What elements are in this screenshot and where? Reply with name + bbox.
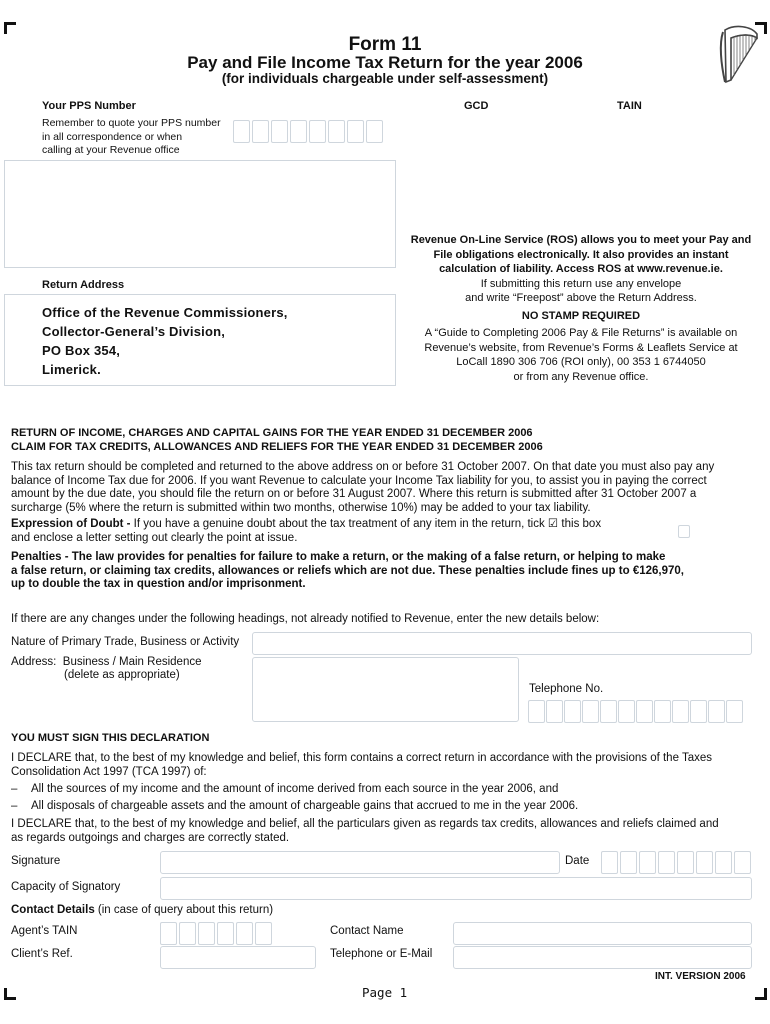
date-cell[interactable] <box>658 851 675 874</box>
agent-tain-cell[interactable] <box>198 922 215 945</box>
bullet-mark: – <box>11 799 18 812</box>
telephone-cell[interactable] <box>564 700 581 723</box>
corner-mark-top-left <box>4 22 16 34</box>
envelope-line: and write “Freepost” above the Return Address. <box>465 292 697 304</box>
contact-details-heading <box>11 904 273 916</box>
bullet-item: All disposals of chargeable assets and the amount of chargeable gains that accrued to me in the year 2006. <box>31 799 579 812</box>
intro-line: amount by the due date, you should file the return on or before 31 August 2007. Where this return is submitted after 31 October 2007 a <box>11 488 697 500</box>
return-address-line: Limerick. <box>42 362 101 377</box>
guide-line: LoCall 1890 306 706 (ROI only), 00 353 1 6744050 <box>456 356 706 368</box>
penalties-notice <box>11 551 684 592</box>
agent-tain-cell[interactable] <box>236 922 253 945</box>
contact-name-input[interactable] <box>453 922 752 945</box>
pps-cell[interactable] <box>271 120 288 143</box>
claim-heading: CLAIM FOR TAX CREDITS, ALLOWANCES AND RELIEFS FOR THE YEAR ENDED 31 DECEMBER 2006 <box>11 441 543 453</box>
form-subtitle: (for individuals chargeable under self-assessment) <box>221 71 549 86</box>
ros-line: File obligations electronically. It also provides an instant <box>433 248 729 261</box>
gcd-label: GCD <box>464 100 489 112</box>
telephone-cell[interactable] <box>654 700 671 723</box>
ros-line: Revenue On-Line Service (ROS) allows you to meet your Pay and <box>410 234 752 246</box>
pps-cell[interactable] <box>290 120 307 143</box>
bullet-mark: – <box>11 783 18 795</box>
agent-tain-cell[interactable] <box>217 922 234 945</box>
client-ref-input[interactable] <box>160 946 316 969</box>
agent-tain-cell[interactable] <box>179 922 196 945</box>
telephone-cell[interactable] <box>672 700 689 723</box>
corner-mark-bottom-right <box>755 988 767 1000</box>
expression-of-doubt <box>11 518 601 545</box>
declaration-line: I DECLARE that, to the best of my knowledge and belief, all the particulars given as regards tax credits, allowances and reliefs claimed and <box>11 818 719 830</box>
telephone-label: Telephone No. <box>529 683 604 695</box>
pps-note <box>42 117 242 158</box>
date-label: Date <box>565 855 590 867</box>
return-address-label: Return Address <box>42 279 125 291</box>
capacity-label: Capacity of Signatory <box>11 881 121 893</box>
telephone-cell[interactable] <box>546 700 563 723</box>
form-title: Pay and File Income Tax Return for the year 2006 <box>187 53 583 72</box>
guide-line: Revenue’s website, from Revenue’s Forms & Leaflets Service at <box>424 341 738 354</box>
signature-label: Signature <box>11 855 61 867</box>
date-cell[interactable] <box>601 851 618 874</box>
telephone-cell[interactable] <box>708 700 725 723</box>
trade-input[interactable] <box>252 632 752 655</box>
declaration-line: I DECLARE that, to the best of my knowledge and belief, this form contains a correct return in accordance with the provisions of the Taxes <box>11 752 713 764</box>
return-address <box>42 303 288 379</box>
pps-note-line: calling at your Revenue office <box>42 144 180 156</box>
intro-paragraph <box>11 461 766 515</box>
ros-line: calculation of liability. Access ROS at www.revenue.ie. <box>439 263 723 275</box>
envelope-line: If submitting this return use any envelope <box>480 277 682 290</box>
page-number: Page 1 <box>362 985 408 1000</box>
doubt-line2: and enclose a letter setting out clearly the point at issue. <box>11 531 298 544</box>
declaration-para2 <box>11 818 719 845</box>
agent-tain-cell[interactable] <box>255 922 272 945</box>
signature-input[interactable] <box>160 851 560 874</box>
trade-label: Nature of Primary Trade, Business or Activity <box>11 636 240 648</box>
agent-tain-cell[interactable] <box>160 922 177 945</box>
pps-note-line: Remember to quote your PPS number <box>42 117 221 129</box>
doubt-checkbox[interactable] <box>678 525 690 538</box>
declaration-para1 <box>11 752 712 779</box>
penalties-line: up to double the tax in question and/or imprisonment. <box>11 578 306 590</box>
pps-cell[interactable] <box>328 120 345 143</box>
date-cell[interactable] <box>639 851 656 874</box>
no-stamp-notice: NO STAMP REQUIRED <box>521 309 641 322</box>
return-address-line: Office of the Revenue Commissioners, <box>42 305 288 320</box>
tel-email-label: Telephone or E-Mail <box>330 948 433 960</box>
date-cell[interactable] <box>715 851 732 874</box>
declaration-line: Consolidation Act 1997 (TCA 1997) of: <box>11 765 207 778</box>
contact-details-note: (in case of query about this return) <box>94 904 274 916</box>
intro-line: This tax return should be completed and returned to the above address on or before 31 October 2007. On that date you must also pay any <box>11 461 715 473</box>
contact-name-label: Contact Name <box>330 925 404 937</box>
telephone-cell[interactable] <box>726 700 743 723</box>
doubt-text: If you have a genuine doubt about the tax treatment of any item in the return, tick ☑ this box <box>130 518 602 530</box>
return-heading: RETURN OF INCOME, CHARGES AND CAPITAL GAINS FOR THE YEAR ENDED 31 DECEMBER 2006 <box>11 427 533 439</box>
capacity-input[interactable] <box>160 877 752 900</box>
penalties-line: Penalties - The law provides for penalties for failure to make a return, or the making of a false return, or helping to make <box>11 551 666 563</box>
contact-details-bold: Contact Details <box>11 904 95 916</box>
telephone-cell[interactable] <box>600 700 617 723</box>
date-cell[interactable] <box>734 851 751 874</box>
version-label: INT. VERSION 2006 <box>655 971 746 982</box>
agent-tain-label: Agent’s TAIN <box>11 925 78 937</box>
date-cell[interactable] <box>677 851 694 874</box>
telephone-cell[interactable] <box>582 700 599 723</box>
form-number: Form 11 <box>348 34 422 55</box>
changes-intro: If there are any changes under the following headings, not already notified to Revenue, enter the new details below: <box>11 613 600 625</box>
guide-line: or from any Revenue office. <box>513 370 649 383</box>
pps-cell[interactable] <box>252 120 269 143</box>
doubt-label: Expression of Doubt - <box>11 518 131 530</box>
penalties-line: a false return, or claiming tax credits, allowances or reliefs which are not due. These penalties include fines up to €126,970, <box>11 564 684 577</box>
telephone-cell[interactable] <box>690 700 707 723</box>
tel-email-input[interactable] <box>453 946 752 969</box>
pps-cell[interactable] <box>366 120 383 143</box>
telephone-cell[interactable] <box>618 700 635 723</box>
return-address-line: PO Box 354, <box>42 343 121 358</box>
pps-label: Your PPS Number <box>42 100 136 112</box>
declaration-line: as regards outgoings and charges are correctly stated. <box>11 831 290 844</box>
guide-line: A “Guide to Completing 2006 Pay & File Returns” is available on <box>424 327 738 339</box>
intro-line: surcharge (5% where the return is submitted within two months, otherwise 10%) may be added to your tax liability. <box>11 501 591 514</box>
telephone-cell[interactable] <box>636 700 653 723</box>
date-cell[interactable] <box>620 851 637 874</box>
address-label: Address: Business / Main Residence <box>11 656 202 668</box>
date-cell[interactable] <box>696 851 713 874</box>
return-address-line: Collector-General’s Division, <box>42 324 226 339</box>
pps-cell[interactable] <box>309 120 326 143</box>
address-note: (delete as appropriate) <box>64 669 180 681</box>
client-ref-label: Client’s Ref. <box>11 948 73 960</box>
bullet-item: All the sources of my income and the amount of income derived from each source in the year 2006, and <box>31 783 559 795</box>
pps-note-line: in all correspondence or when <box>42 130 183 143</box>
business-address-input[interactable] <box>252 657 519 722</box>
declaration-bullets <box>11 783 578 813</box>
pps-cell[interactable] <box>347 120 364 143</box>
declaration-heading: YOU MUST SIGN THIS DECLARATION <box>11 732 210 744</box>
pps-cell[interactable] <box>233 120 250 143</box>
telephone-cell[interactable] <box>528 700 545 723</box>
corner-mark-bottom-left <box>4 988 16 1000</box>
intro-line: balance of Income Tax due for 2006. If you want Revenue to calculate your Income Tax liability for you, to assist you in paying the correct <box>11 474 707 487</box>
taxpayer-name-address-box[interactable] <box>4 160 396 268</box>
ros-info <box>400 233 762 384</box>
tain-label: TAIN <box>617 100 642 112</box>
